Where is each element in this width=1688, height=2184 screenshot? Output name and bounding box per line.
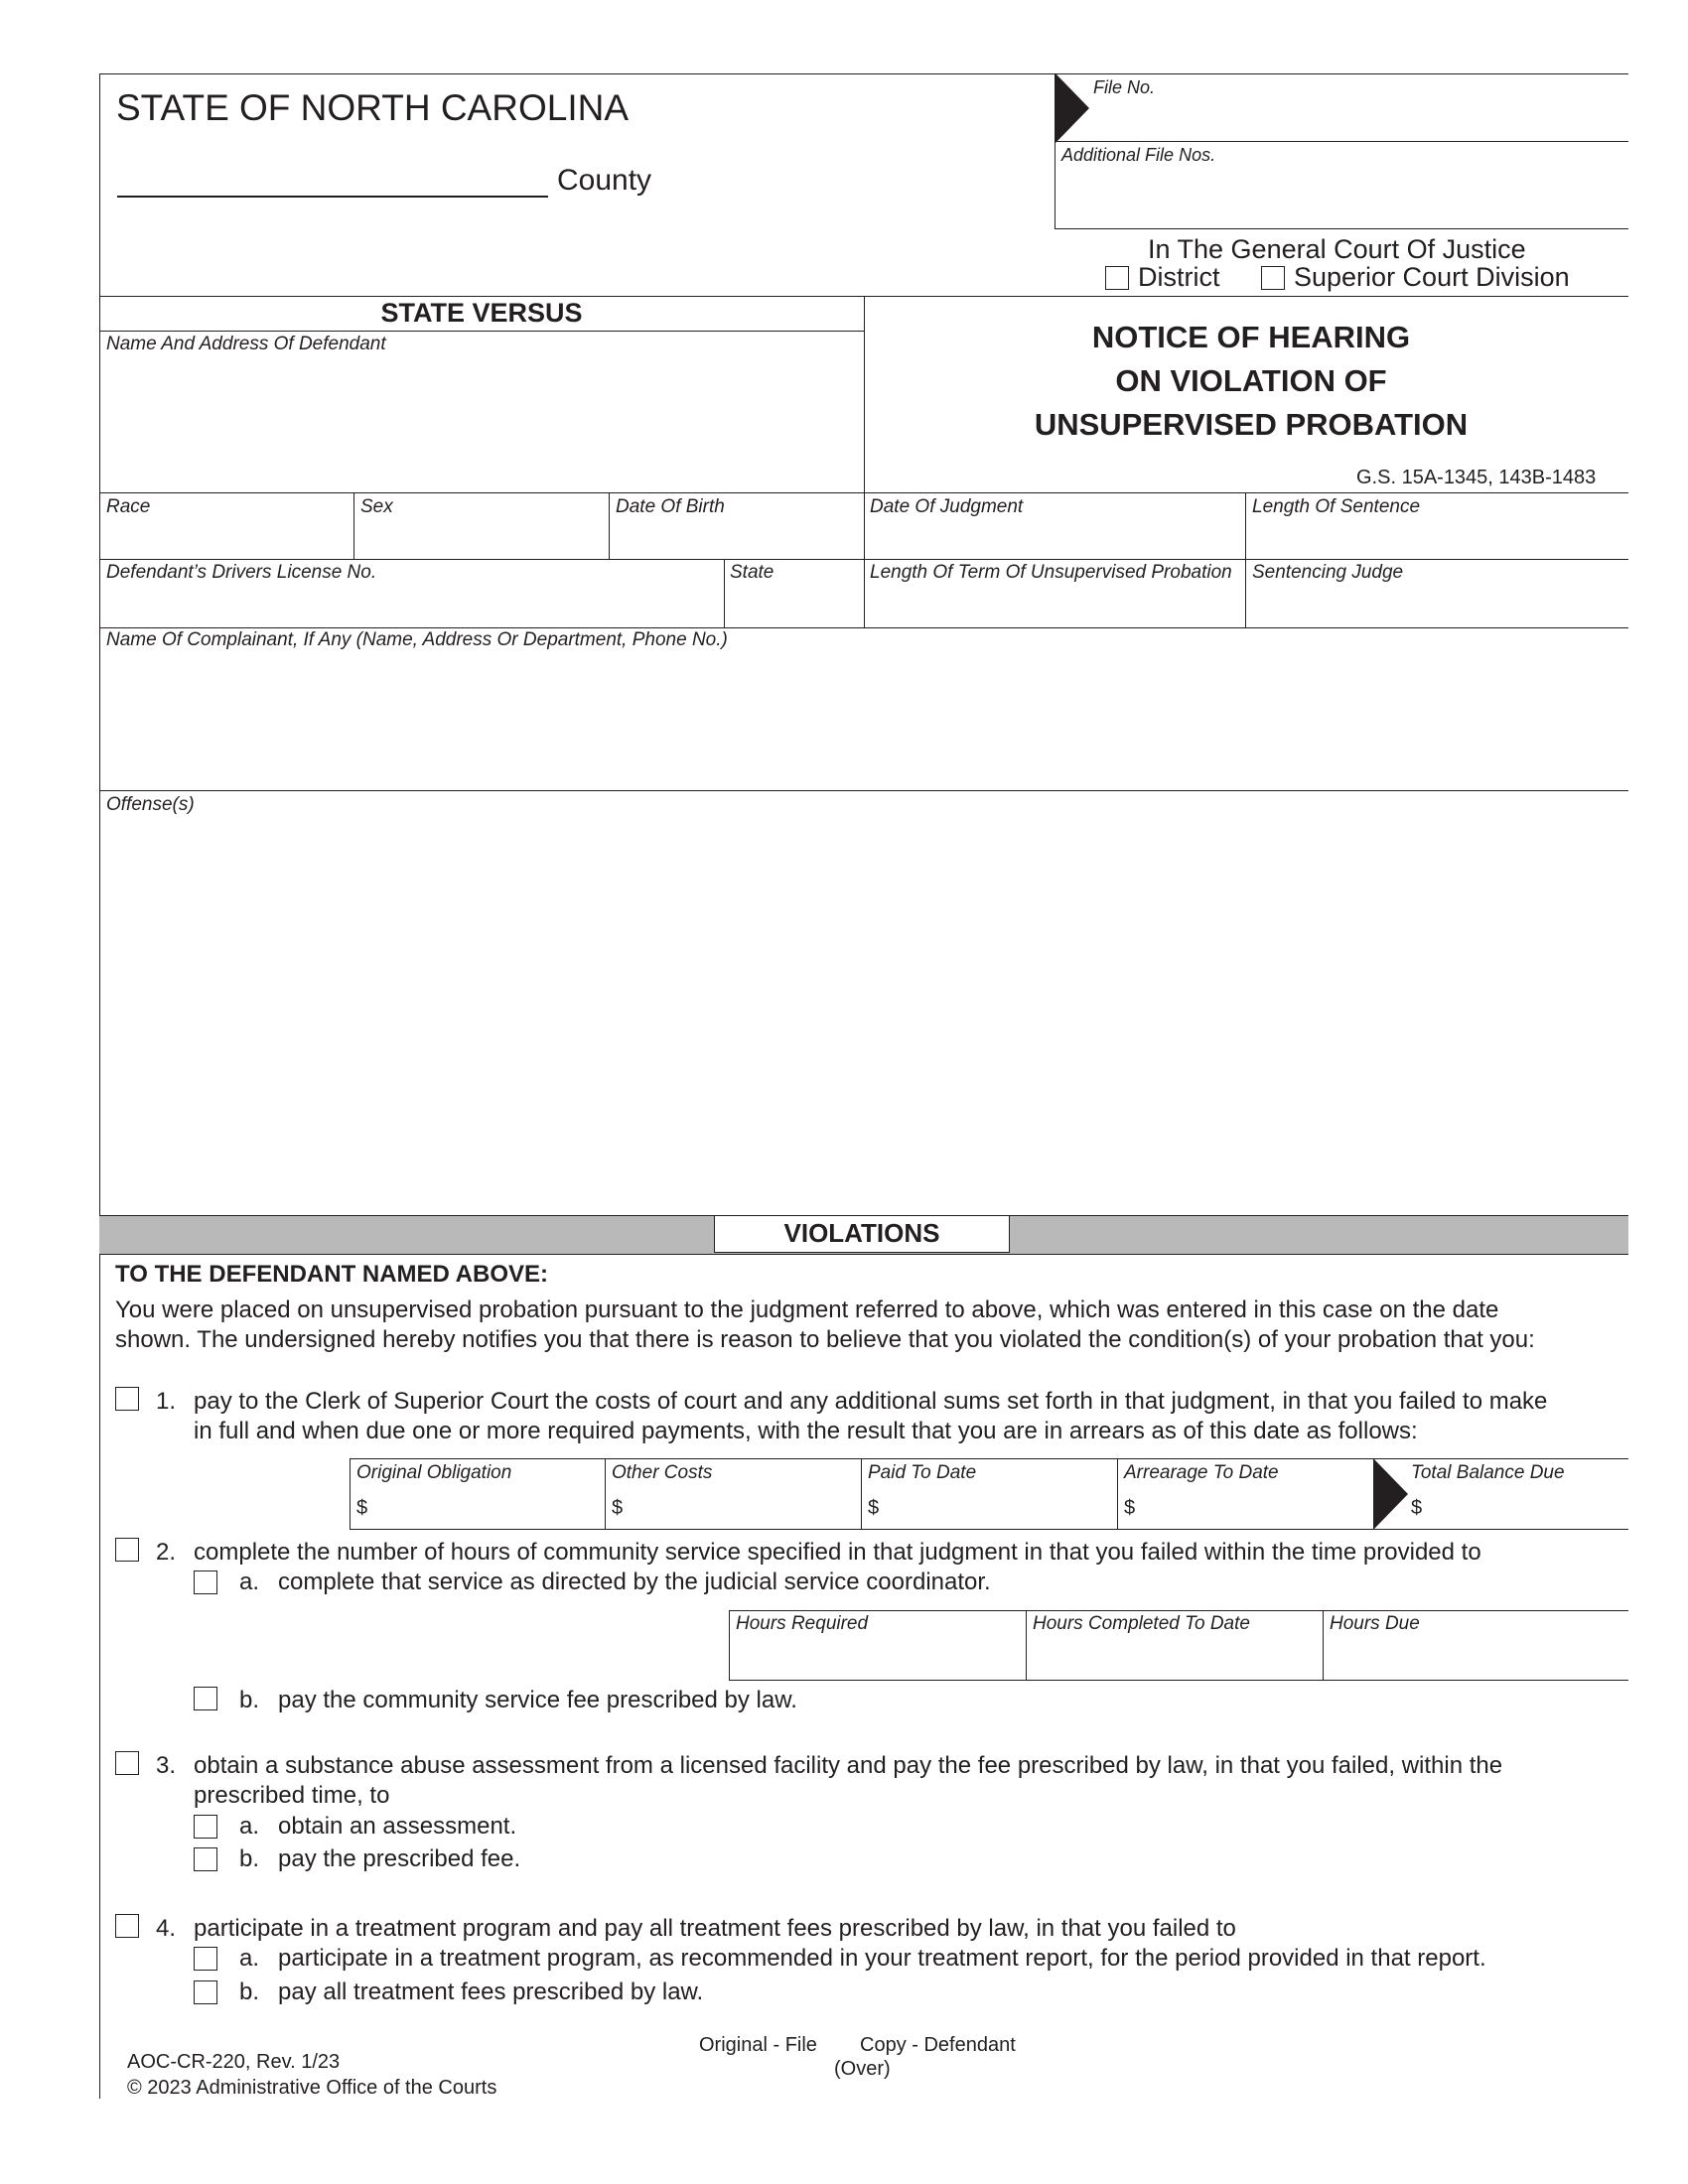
item1-line2: in full and when due one or more required payments, with the result that you are in arrears as of this date as follows: [194,1418,1418,1444]
drivers-license-label: Defendant’s Drivers License No. [106,562,377,583]
copy-defendant-note: Copy - Defendant [860,2034,1016,2056]
over-note: (Over) [834,2058,891,2080]
item4a-checkbox[interactable] [194,1947,217,1971]
form-title-line2: ON VIOLATION OF [1115,363,1387,398]
hours-div-0 [729,1610,730,1680]
file-no-label: File No. [1093,77,1156,97]
item3-number: 3. [156,1752,177,1779]
form-number: AOC-CR-220, Rev. 1/23 [127,2051,341,2073]
offenses-top [99,790,1628,791]
arrearage-to-date-dollar[interactable]: $ [1124,1497,1136,1519]
offenses-label: Offense(s) [106,794,195,815]
item3a-letter: a. [239,1813,260,1840]
state-versus-underline [99,331,864,332]
form-title-line3: UNSUPERVISED PROBATION [1034,407,1469,442]
district-label: District [1138,262,1220,292]
to-defendant-heading: TO THE DEFENDANT NAMED ABOVE: [115,1261,549,1288]
intro-line2: shown. The undersigned hereby notifies you that there is reason to believe that you violated the condition(s) of your probation that you: [115,1326,1535,1353]
item4b-letter: b. [239,1979,260,2005]
hours-top [729,1610,1628,1611]
hours-completed-label: Hours Completed To Date [1033,1613,1250,1634]
item2-line1: complete the number of hours of community service specified in that judgment in that you failed within the time provided to [194,1539,1481,1566]
court-name: In The General Court Of Justice [1148,234,1526,264]
license-state-label: State [730,562,774,583]
total-balance-due-label: Total Balance Due [1411,1462,1565,1483]
other-costs-label: Other Costs [612,1462,713,1483]
hours-due-label: Hours Due [1330,1613,1420,1634]
original-obligation-label: Original Obligation [356,1462,512,1483]
row1-top [99,492,1628,493]
payments-top [350,1458,1628,1459]
complainant-label: Name Of Complainant, If Any (Name, Address Or Department, Phone No.) [106,629,728,650]
arrearage-to-date-label: Arrearage To Date [1124,1462,1279,1483]
hours-div-1 [1026,1610,1027,1680]
row2-top [99,559,1628,560]
item4b-text: pay all treatment fees prescribed by law. [278,1979,704,2005]
row1-divider-a [353,492,354,559]
state-name: STATE OF NORTH CAROLINA [116,87,629,128]
arrow-marker-icon [1055,73,1091,143]
item3b-letter: b. [239,1845,260,1872]
caption-center-divider [864,296,865,627]
item4b-checkbox[interactable] [194,1980,217,2004]
payments-div-2 [861,1458,862,1529]
dob-label: Date Of Birth [616,496,725,517]
district-checkbox[interactable] [1105,266,1129,290]
date-of-judgment-label: Date Of Judgment [870,496,1024,517]
item3a-text: obtain an assessment. [278,1813,517,1840]
item2b-checkbox[interactable] [194,1687,217,1710]
paid-to-date-dollar[interactable]: $ [868,1497,880,1519]
item3b-checkbox[interactable] [194,1847,217,1871]
additional-file-nos-label: Additional File Nos. [1061,145,1216,165]
sex-label: Sex [360,496,393,517]
form-top-border [99,73,1055,74]
statute-reference: G.S. 15A-1345, 143B-1483 [1356,467,1597,488]
file-no-divider [1055,141,1628,142]
length-of-sentence-label: Length Of Sentence [1252,496,1421,517]
item4a-letter: a. [239,1945,260,1972]
payments-div-1 [605,1458,606,1529]
total-balance-due-dollar[interactable]: $ [1411,1497,1423,1519]
item2a-text: complete that service as directed by the judicial service coordinator. [278,1569,991,1595]
item1-line1: pay to the Clerk of Superior Court the costs of court and any additional sums set forth in that judgment, in that you failed to make [194,1388,1548,1415]
item3-line2: prescribed time, to [194,1782,390,1809]
item4-number: 4. [156,1915,177,1942]
payments-bottom [350,1529,1628,1530]
row1-divider-c [1245,492,1246,627]
violations-heading: VIOLATIONS [783,1218,940,1248]
hours-required-label: Hours Required [736,1613,869,1634]
item4-checkbox[interactable] [115,1914,139,1938]
original-obligation-dollar[interactable]: $ [356,1497,368,1519]
hours-div-2 [1323,1610,1324,1680]
name-address-label: Name And Address Of Defendant [106,334,386,354]
superior-checkbox[interactable] [1261,266,1285,290]
intro-line1: You were placed on unsupervised probation pursuant to the judgment referred to above, which was entered in this case on the date [115,1297,1499,1323]
row2-divider-a [724,559,725,627]
hours-bottom [729,1680,1628,1681]
item2a-checkbox[interactable] [194,1570,217,1594]
race-label: Race [106,496,151,517]
form-title-line1: NOTICE OF HEARING [1091,320,1411,354]
payments-div-0 [350,1458,351,1529]
original-file-note: Original - File [699,2034,817,2056]
paid-to-date-label: Paid To Date [868,1462,977,1483]
superior-label: Superior Court Division [1294,262,1570,292]
item3a-checkbox[interactable] [194,1815,217,1839]
item1-number: 1. [156,1388,177,1415]
county-input-line[interactable] [117,196,548,198]
form-left-border [99,73,100,2099]
item4a-text: participate in a treatment program, as recommended in your treatment report, for the period provided in that report. [278,1945,1486,1972]
item2b-text: pay the community service fee prescribed by law. [278,1687,797,1713]
file-box-top [1055,73,1628,74]
sentencing-judge-label: Sentencing Judge [1252,562,1404,583]
row1-divider-b [609,492,610,559]
state-versus-heading: STATE VERSUS [380,298,583,328]
item3-line1: obtain a substance abuse assessment from a licensed facility and pay the fee prescribed by law, in that you failed, within the [194,1752,1503,1779]
item4-line1: participate in a treatment program and pay all treatment fees prescribed by law, in that you failed to [194,1915,1236,1942]
length-of-term-label: Length Of Term Of Unsupervised Probation [870,562,1232,583]
county-label: County [557,164,652,197]
arrow-marker-icon [1374,1459,1410,1529]
copyright: © 2023 Administrative Office of the Courts [127,2077,497,2099]
complainant-top [99,627,1628,628]
item1-checkbox[interactable] [115,1387,139,1411]
item2-checkbox[interactable] [115,1538,139,1562]
file-box-bottom [1055,228,1628,229]
other-costs-dollar[interactable]: $ [612,1497,624,1519]
item2a-letter: a. [239,1569,260,1595]
item3-checkbox[interactable] [115,1751,139,1775]
item3b-text: pay the prescribed fee. [278,1845,521,1872]
payments-div-3 [1117,1458,1118,1529]
item2-number: 2. [156,1539,177,1566]
item2b-letter: b. [239,1687,260,1713]
